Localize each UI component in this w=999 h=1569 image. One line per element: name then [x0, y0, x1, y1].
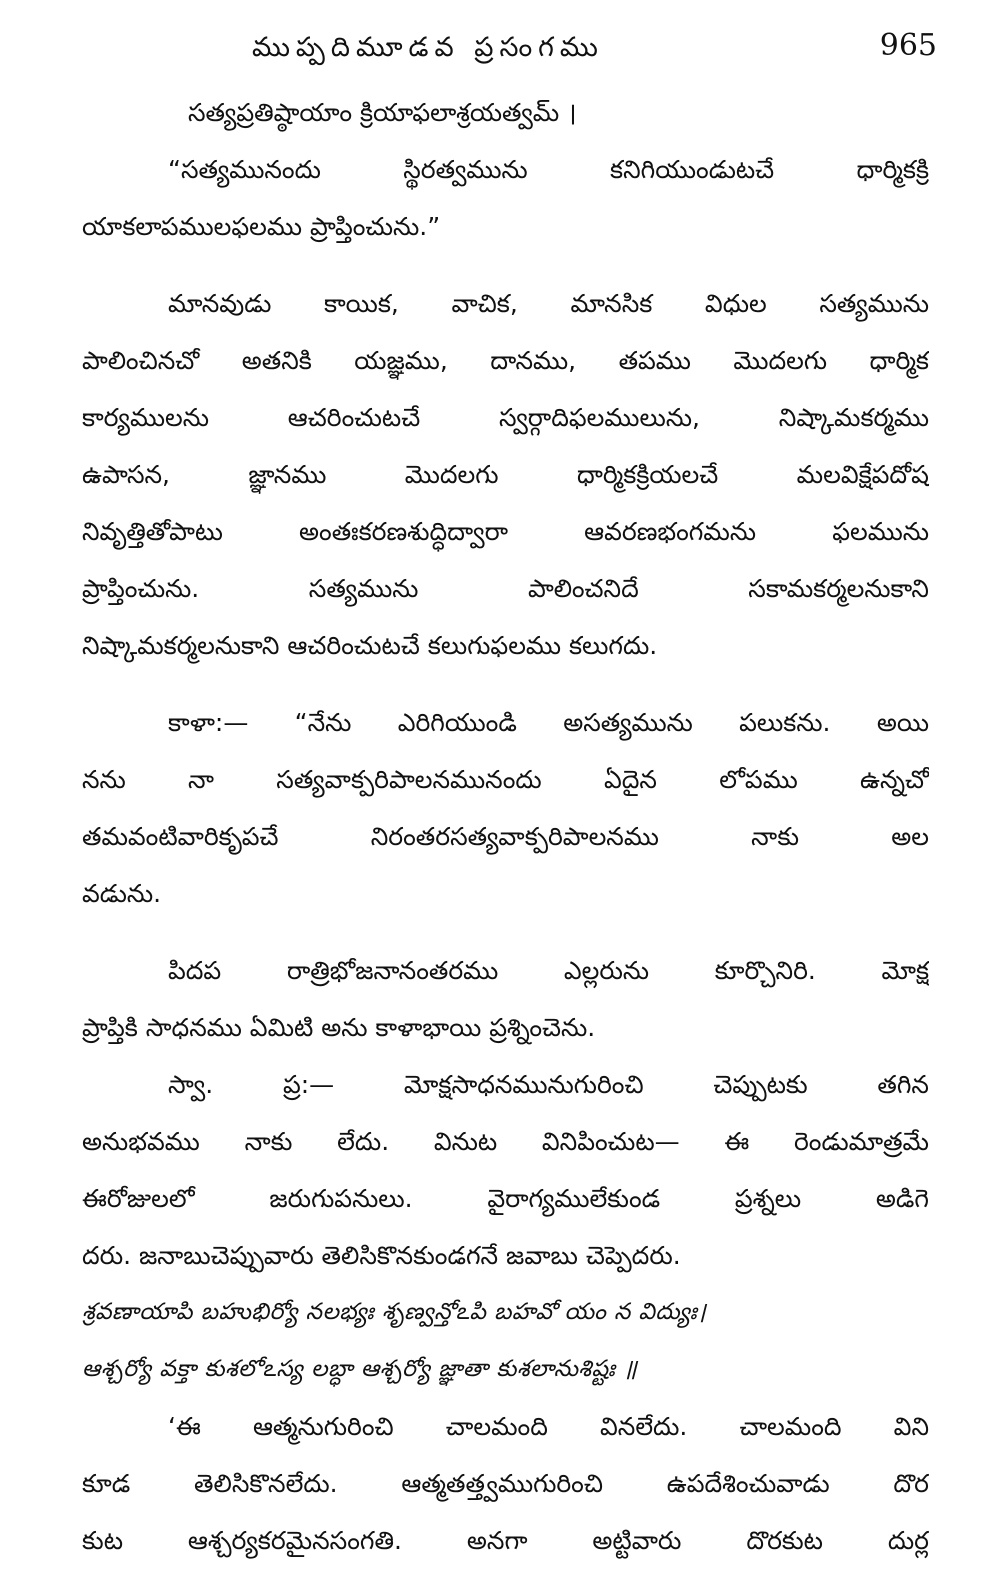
text-line: నను నా సత్యవాక్పరిపాలనమునందు ఏదైన లోపము ఉన్నచో [82, 765, 929, 794]
page-number: 965 [879, 28, 937, 63]
text-line: కార్యములను ఆచరించుటచే స్వర్గాదిఫలములును, నిష్కామకర్మము [82, 403, 929, 432]
sanskrit-verse-line: శ్రవణాయాపి బహుభిర్యో నలభ్యః శృణ్వన్తోఽపి బహవో యం న విద్యుః। [82, 1299, 707, 1325]
text-line: వడును. [82, 879, 162, 908]
text-line: స్వా. ప్ర:— మోక్షసాధనమునుగురించి చెప్పుటకు తగిన [168, 1070, 929, 1099]
text-line: ఉపాసన, జ్ఞానము మొదలగు ధార్మికక్రియలచే మలవిక్షేపదోష [82, 460, 929, 489]
text-line: దరు. జనాబుచెప్పువారు తెలిసికొనకుండగనే జవాబు చెప్పెదరు. [82, 1241, 681, 1270]
text-line: కూడ తెలిసికొనలేదు. ఆత్మతత్త్వముగురించి ఉపదేశించువాడు దొర [82, 1469, 929, 1498]
text-line: నిష్కామకర్మలనుకాని ఆచరించుటచే కలుగుఫలము కలుగదు. [82, 631, 658, 660]
paragraph-gap [82, 922, 929, 942]
text-line: ఈరోజులలో జరుగుపనులు. వైరాగ్యములేకుండ ప్రశ్నలు అడిగె [82, 1184, 929, 1213]
text-line: యాకలాపములఫలము ప్రాప్తించును.” [82, 212, 441, 241]
text-line: తమవంటివారికృపచే నిరంతరసత్యవాక్పరిపాలనము నాకు అల [82, 822, 929, 851]
page-header [82, 14, 937, 84]
text-line: ప్రాప్తించును. సత్యమును పాలించనిదే సకామకర్మలనుకాని [82, 574, 929, 603]
text-line: పిదప రాత్రిభోజనానంతరము ఎల్లరును కూర్చొనిరి. మోక్ష [168, 956, 929, 985]
paragraph-gap [82, 674, 929, 694]
text-line: అనుభవము నాకు లేదు. వినుట వినిపించుట— ఈ రెండుమాత్రమే [82, 1127, 929, 1156]
text-line: కుట ఆశ్చర్యకరమైనసంగతి. అనగా అట్టివారు దొరకుట దుర్ల [82, 1526, 929, 1555]
text-line: కాళా:— “నేను ఎరిగియుండి అసత్యమును పలుకను. అయి [168, 708, 929, 737]
text-line: పాలించినచో అతనికి యజ్ఞము, దానము, తపము మొదలగు ధార్మిక [82, 346, 929, 375]
body-text [82, 84, 929, 1569]
text-line: ‘ఈ ఆత్మనుగురించి చాలమంది వినలేదు. చాలమంది విని [168, 1412, 929, 1441]
running-title: ముప్పదిమూడవ ప్రసంగము [252, 32, 604, 63]
text-line: మానవుడు కాయిక, వాచిక, మానసిక విధుల సత్యమును [168, 289, 929, 318]
sanskrit-quote-line: సత్యప్రతిష్ఠాయాం క్రియాఫలాశ్రయత్వమ్ । [188, 98, 577, 127]
text-line: ప్రాప్తికి సాధనము ఏమిటి అను కాళాభాయి ప్రశ్నించెను. [82, 1013, 596, 1042]
sanskrit-verse-line: ఆశ్చర్యో వక్తా కుశలోఽస్య లబ్ధా ఆశ్చర్యో జ్ఞాతా కుశలానుశిష్టః ॥ [82, 1356, 638, 1382]
text-line: నివృత్తితోపాటు అంతఃకరణశుద్ధిద్వారా ఆవరణభంగమను ఫలమును [82, 517, 929, 546]
text-line: “సత్యమునందు స్థిరత్వమును కనిగియుండుటచే ధార్మికక్రి [168, 155, 929, 184]
paragraph-gap [82, 255, 929, 275]
